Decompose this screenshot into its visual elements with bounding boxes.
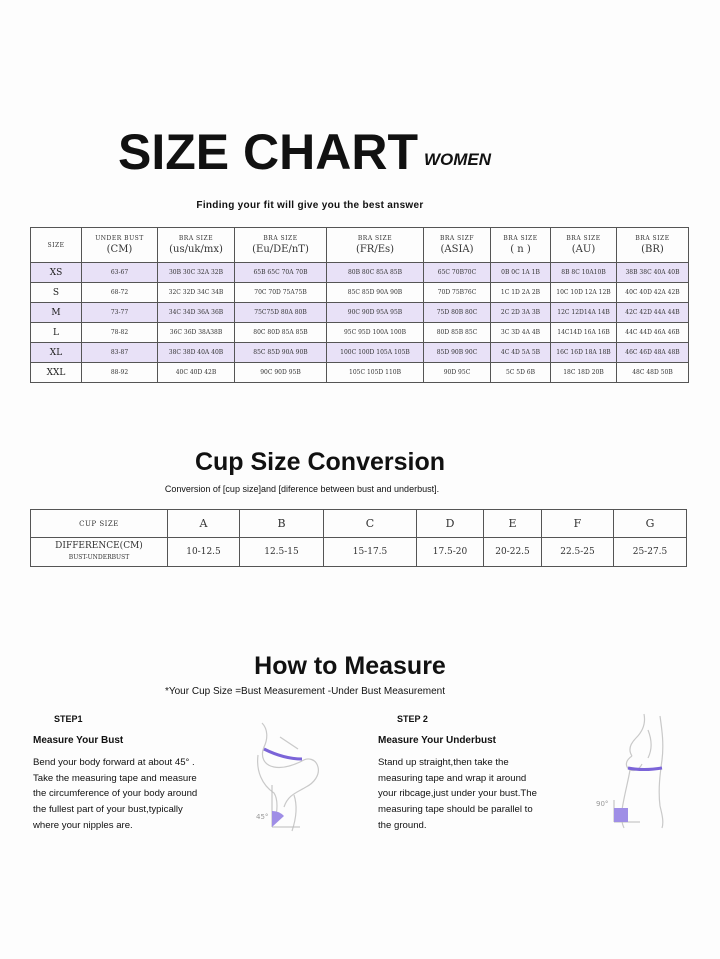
size-table-cell: 70C 70D 75A75B bbox=[235, 283, 327, 303]
difference-cell: 10-12.5 bbox=[168, 538, 240, 567]
difference-cell: 20-22.5 bbox=[484, 538, 542, 567]
difference-cell: 17.5-20 bbox=[417, 538, 484, 567]
size-table-cell: 42C 42D 44A 44B bbox=[617, 303, 689, 323]
cup-size-label: CUP SIZE bbox=[31, 510, 168, 538]
header-bottom-text: ( n ) bbox=[510, 244, 531, 255]
size-table-cell: 85C 85D 90A 90B bbox=[327, 283, 424, 303]
cup-size-cell: F bbox=[542, 510, 614, 538]
size-table-cell: 83-87 bbox=[82, 343, 158, 363]
size-table-header-cell bbox=[235, 228, 327, 263]
size-label-cell: XL bbox=[31, 343, 82, 363]
measure-section-subtitle: *Your Cup Size =Bust Measurement -Under Bust Measurement bbox=[164, 686, 446, 697]
size-table-cell: 105C 105D 110B bbox=[327, 363, 424, 383]
size-table-cell: 88-92 bbox=[82, 363, 158, 383]
size-table-cell: 95C 95D 100A 100B bbox=[327, 323, 424, 343]
header-top-text: BRA SIZE bbox=[263, 235, 298, 242]
size-table-cell: 78-82 bbox=[82, 323, 158, 343]
header-bottom-text: (us/uk/mx) bbox=[169, 244, 223, 255]
page-subtitle: WOMEN bbox=[424, 150, 492, 169]
size-table-cell: 63-67 bbox=[82, 263, 158, 283]
size-table-header-cell bbox=[31, 228, 82, 263]
step1-line: Take the measuring tape and measure bbox=[33, 772, 197, 784]
size-table-cell: 48C 48D 50B bbox=[617, 363, 689, 383]
size-label-cell: M bbox=[31, 303, 82, 323]
difference-cell: 22.5-25 bbox=[542, 538, 614, 567]
size-table-cell: 10C 10D 12A 12B bbox=[551, 283, 617, 303]
header-bottom-text: (AU) bbox=[571, 244, 596, 255]
step2-line: measuring tape should be parallel to bbox=[378, 804, 533, 816]
size-table-cell: 70D 75B76C bbox=[424, 283, 491, 303]
header-top-text: BRA SIZE bbox=[503, 235, 538, 242]
size-table-header-cell bbox=[551, 228, 617, 263]
size-table-header-cell bbox=[491, 228, 551, 263]
step2-label: STEP 2 bbox=[397, 714, 428, 724]
step1-label: STEP1 bbox=[54, 714, 83, 724]
difference-cell: 12.5-15 bbox=[240, 538, 324, 567]
size-label-cell: XXL bbox=[31, 363, 82, 383]
header-top-text: BRA SIZE bbox=[635, 235, 670, 242]
step2-angle: 90° bbox=[596, 800, 609, 808]
measure-section-title: How to Measure bbox=[254, 652, 446, 680]
size-table-cell: 90D 95C bbox=[424, 363, 491, 383]
difference-sublabel: BUST-UNDERBUST bbox=[68, 554, 130, 561]
size-label-cell: S bbox=[31, 283, 82, 303]
header-bottom-text: (ASIA) bbox=[440, 244, 474, 255]
step1-line: where your nipples are. bbox=[33, 819, 133, 831]
header-bottom-text: (Eu/DE/nT) bbox=[252, 244, 309, 255]
size-table-row bbox=[31, 363, 689, 383]
step1-title: Measure Your Bust bbox=[33, 735, 124, 746]
size-table-cell: 90C 90D 95B bbox=[235, 363, 327, 383]
size-table-cell: 40C 40D 42B bbox=[158, 363, 235, 383]
size-table-cell: 90C 90D 95A 95B bbox=[327, 303, 424, 323]
size-table-cell: 65B 65C 70A 70B bbox=[235, 263, 327, 283]
step1-line: the fullest part of your bust,typically bbox=[33, 804, 183, 816]
size-table-row bbox=[31, 303, 689, 323]
size-table-header-cell bbox=[617, 228, 689, 263]
header-top-text: SIZE bbox=[47, 241, 65, 249]
size-table-cell: 18C 18D 20B bbox=[551, 363, 617, 383]
size-table-cell: 16C 16D 18A 18B bbox=[551, 343, 617, 363]
size-table-cell: 80B 80C 85A 85B bbox=[327, 263, 424, 283]
cup-size-cell: C bbox=[324, 510, 417, 538]
size-table-header-cell bbox=[327, 228, 424, 263]
step2-line: the ground. bbox=[378, 819, 427, 831]
size-label-cell: L bbox=[31, 323, 82, 343]
cup-size-cell: B bbox=[240, 510, 324, 538]
size-table-cell: 40C 40D 42A 42B bbox=[617, 283, 689, 303]
size-table-cell: 75D 80B 80C bbox=[424, 303, 491, 323]
cup-size-cell: G bbox=[614, 510, 687, 538]
size-table-cell: 100C 100D 105A 105B bbox=[327, 343, 424, 363]
size-table-cell: 1C 1D 2A 2B bbox=[491, 283, 551, 303]
size-table-cell: 46C 46D 48A 48B bbox=[617, 343, 689, 363]
size-table-cell: 68-72 bbox=[82, 283, 158, 303]
step2-body bbox=[378, 755, 558, 834]
size-table-cell: 30B 30C 32A 32B bbox=[158, 263, 235, 283]
size-table-cell: 80D 85B 85C bbox=[424, 323, 491, 343]
size-table-header-cell bbox=[82, 228, 158, 263]
step2-line: measuring tape and wrap it around bbox=[378, 772, 527, 784]
size-table-cell: 5C 5D 6B bbox=[491, 363, 551, 383]
size-table-cell: 65C 70B70C bbox=[424, 263, 491, 283]
size-table bbox=[30, 227, 689, 383]
difference-label: DIFFERENCE(CM) bbox=[55, 541, 143, 551]
size-table-cell: 2C 2D 3A 3B bbox=[491, 303, 551, 323]
size-table-row bbox=[31, 343, 689, 363]
size-table-cell: 85D 90B 90C bbox=[424, 343, 491, 363]
cup-section-subtitle: Conversion of [cup size]and [diference between bust and underbust]. bbox=[164, 484, 440, 494]
size-table-cell: 12C 12D14A 14B bbox=[551, 303, 617, 323]
header-bottom-text: (FR/Es) bbox=[355, 244, 395, 255]
size-table-cell: 34C 34D 36A 36B bbox=[158, 303, 235, 323]
size-table-header bbox=[31, 228, 689, 263]
header-bottom-text: (BR) bbox=[641, 244, 664, 255]
page-title: SIZE CHART bbox=[118, 124, 418, 180]
size-table-header-cell bbox=[158, 228, 235, 263]
header-top-text: UNDER BUST bbox=[95, 235, 144, 242]
step1-illustration bbox=[240, 715, 360, 835]
size-table-cell: 73-77 bbox=[82, 303, 158, 323]
cup-size-cell: A bbox=[168, 510, 240, 538]
size-table-cell: 38C 38D 40A 40B bbox=[158, 343, 235, 363]
step1-angle: 45° bbox=[256, 813, 269, 821]
header-bottom-text: (CM) bbox=[106, 244, 133, 255]
step2-title: Measure Your Underbust bbox=[378, 735, 496, 746]
cup-size-cell: E bbox=[484, 510, 542, 538]
step1-line: Bend your body forward at about 45° . bbox=[33, 757, 195, 768]
header-top-text: BRA SIZE bbox=[566, 235, 601, 242]
size-table-cell: 8B 8C 10A10B bbox=[551, 263, 617, 283]
step1-line: the circumference of your body around bbox=[33, 788, 198, 800]
size-table-cell: 36C 36D 38A38B bbox=[158, 323, 235, 343]
size-table-cell: 0B 0C 1A 1B bbox=[491, 263, 551, 283]
step2-illustration bbox=[588, 710, 698, 830]
size-table-cell: 4C 4D 5A 5B bbox=[491, 343, 551, 363]
difference-cell: 25-27.5 bbox=[614, 538, 687, 567]
header-top-text: BRA SIZE bbox=[357, 235, 393, 242]
cup-table bbox=[30, 509, 687, 567]
size-table-cell: 80C 80D 85A 85B bbox=[235, 323, 327, 343]
step2-line: Stand up straight,then take the bbox=[378, 757, 509, 768]
size-table-row bbox=[31, 263, 689, 283]
size-table-cell: 75C75D 80A 80B bbox=[235, 303, 327, 323]
header-top-text: BRA SIZF bbox=[440, 235, 474, 242]
size-table-cell: 32C 32D 34C 34B bbox=[158, 283, 235, 303]
tagline: Finding your fit will give you the best answer bbox=[196, 200, 424, 211]
cup-size-cell: D bbox=[417, 510, 484, 538]
size-table-cell: 44C 44D 46A 46B bbox=[617, 323, 689, 343]
size-table-row bbox=[31, 283, 689, 303]
header-top-text: BRA SIZE bbox=[178, 235, 214, 242]
size-table-cell: 38B 38C 40A 40B bbox=[617, 263, 689, 283]
size-table-header-cell bbox=[424, 228, 491, 263]
cup-section-title: Cup Size Conversion bbox=[194, 448, 446, 476]
size-table-cell: 85C 85D 90A 90B bbox=[235, 343, 327, 363]
size-table-cell: 14C14D 16A 16B bbox=[551, 323, 617, 343]
size-table-row bbox=[31, 323, 689, 343]
cup-size-row bbox=[31, 510, 687, 538]
step2-line: your ribcage,just under your bust.The bbox=[378, 788, 537, 800]
difference-label-cell bbox=[31, 538, 168, 567]
size-label-cell: XS bbox=[31, 263, 82, 283]
difference-row bbox=[31, 538, 687, 567]
size-table-cell: 3C 3D 4A 4B bbox=[491, 323, 551, 343]
step1-body bbox=[33, 755, 213, 834]
difference-cell: 15-17.5 bbox=[324, 538, 417, 567]
